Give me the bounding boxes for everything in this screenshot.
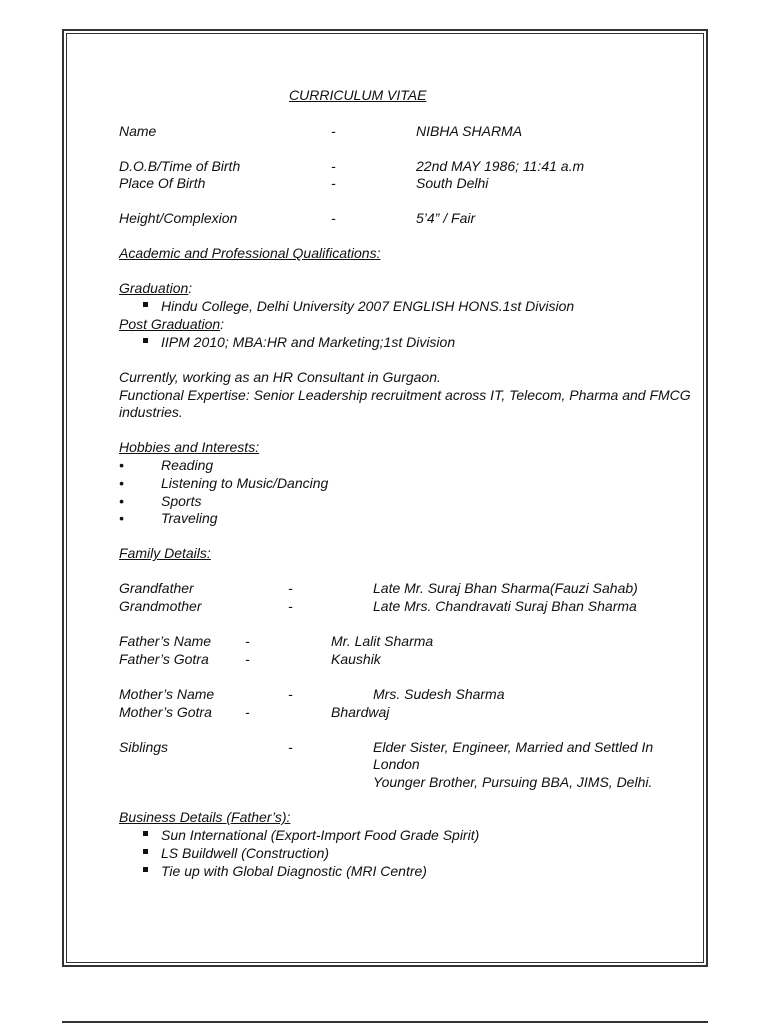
- siblings-sister: Elder Sister, Engineer, Married and Settled In: [373, 739, 654, 755]
- bullet-icon: •: [119, 510, 124, 526]
- bullet-icon: •: [119, 457, 124, 473]
- father-name-dash: -: [245, 633, 250, 649]
- grandmother-value: Late Mrs. Chandravati Suraj Bhan Sharma: [373, 598, 637, 614]
- next-page-border: [62, 1021, 708, 1023]
- grandmother-dash: -: [288, 598, 293, 614]
- post-graduation-heading: [119, 316, 224, 333]
- document-title: CURRICULUM VITAE: [289, 87, 427, 103]
- name-label: Name: [119, 123, 157, 139]
- hobbies-heading: Hobbies and Interests:: [119, 439, 260, 455]
- pob-dash: -: [331, 175, 336, 191]
- work-expertise-cont: industries.: [119, 404, 183, 420]
- dob-dash: -: [331, 158, 336, 174]
- graduation-item: Hindu College, Delhi University 2007 ENGLISH HONS.1st Division: [161, 298, 575, 314]
- mother-name-label: Mother’s Name: [119, 686, 215, 702]
- post-graduation-colon: :: [220, 316, 225, 332]
- mother-name-value: Mrs. Sudesh Sharma: [373, 686, 505, 702]
- business-item: LS Buildwell (Construction): [161, 845, 330, 861]
- post-graduation-label: Post Graduation: [119, 316, 221, 332]
- bullet-icon: •: [119, 475, 124, 491]
- business-heading: Business Details (Father’s):: [119, 809, 291, 825]
- height-dash: -: [331, 210, 336, 226]
- hobby-item: Sports: [161, 493, 202, 509]
- name-value: NIBHA SHARMA: [416, 123, 523, 139]
- business-item: Tie up with Global Diagnostic (MRI Centre): [161, 863, 427, 879]
- post-graduation-item: IIPM 2010; MBA:HR and Marketing;1st Division: [161, 334, 456, 350]
- dob-value: 22nd MAY 1986; 11:41 a.m: [416, 158, 585, 174]
- business-item: Sun International (Export-Import Food Grade Spirit): [161, 827, 480, 843]
- work-expertise: Functional Expertise: Senior Leadership recruitment across IT, Telecom, Pharma and FMCG: [119, 387, 691, 403]
- square-bullet-icon: [143, 831, 148, 836]
- mother-gotra-value: Bhardwaj: [331, 704, 390, 720]
- square-bullet-icon: [143, 338, 148, 343]
- square-bullet-icon: [143, 867, 148, 872]
- siblings-dash: -: [288, 739, 293, 755]
- grandfather-label: Grandfather: [119, 580, 194, 596]
- siblings-brother: Younger Brother, Pursuing BBA, JIMS, Delhi.: [373, 774, 653, 790]
- grandfather-dash: -: [288, 580, 293, 596]
- graduation-heading: [119, 280, 192, 297]
- siblings-sister-cont: London: [373, 756, 420, 772]
- mother-gotra-label: Mother’s Gotra: [119, 704, 212, 720]
- grandmother-label: Grandmother: [119, 598, 202, 614]
- work-current: Currently, working as an HR Consultant in Gurgaon.: [119, 369, 441, 385]
- father-gotra-value: Kaushik: [331, 651, 381, 667]
- qualifications-heading: Academic and Professional Qualifications:: [119, 245, 381, 261]
- pob-label: Place Of Birth: [119, 175, 206, 191]
- family-heading: Family Details:: [119, 545, 211, 561]
- dob-label: D.O.B/Time of Birth: [119, 158, 241, 174]
- height-label: Height/Complexion: [119, 210, 238, 226]
- hobby-item: Reading: [161, 457, 214, 473]
- father-gotra-dash: -: [245, 651, 250, 667]
- hobby-item: Traveling: [161, 510, 218, 526]
- height-value: 5’4” / Fair: [416, 210, 476, 226]
- square-bullet-icon: [143, 849, 148, 854]
- mother-gotra-dash: -: [245, 704, 250, 720]
- grandfather-value: Late Mr. Suraj Bhan Sharma(Fauzi Sahab): [373, 580, 638, 596]
- graduation-label: Graduation: [119, 280, 189, 296]
- siblings-label: Siblings: [119, 739, 169, 755]
- name-dash: -: [331, 123, 336, 139]
- square-bullet-icon: [143, 302, 148, 307]
- hobby-item: Listening to Music/Dancing: [161, 475, 329, 491]
- graduation-colon: :: [188, 280, 193, 296]
- mother-name-dash: -: [288, 686, 293, 702]
- father-name-value: Mr. Lalit Sharma: [331, 633, 434, 649]
- bullet-icon: •: [119, 493, 124, 509]
- father-name-label: Father’s Name: [119, 633, 212, 649]
- father-gotra-label: Father’s Gotra: [119, 651, 209, 667]
- pob-value: South Delhi: [416, 175, 489, 191]
